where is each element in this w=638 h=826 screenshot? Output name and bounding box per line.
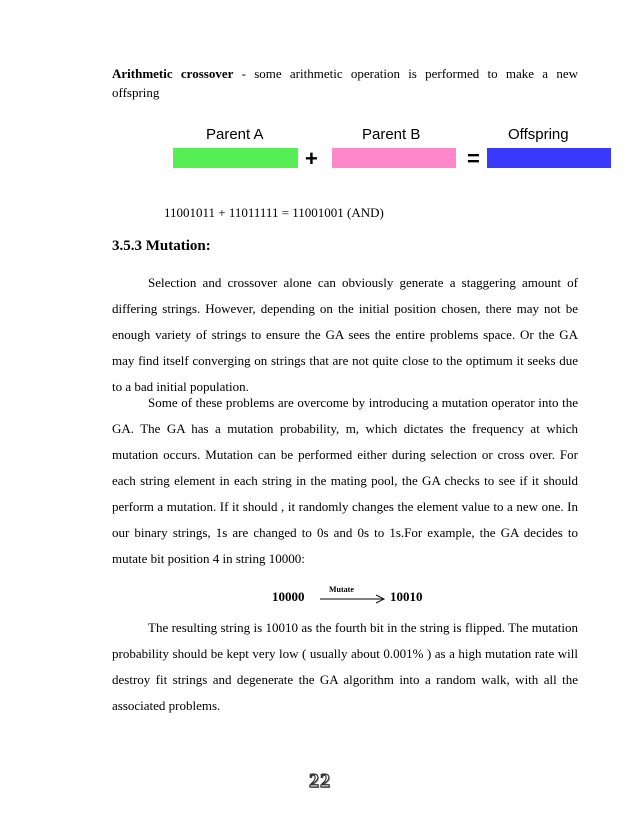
equals-sign: = bbox=[467, 146, 480, 171]
offspring-label: Offspring bbox=[508, 126, 569, 143]
mutation-to: 10010 bbox=[390, 589, 423, 604]
intro-text: - some arithmetic operation is performed to make a new bbox=[233, 66, 578, 81]
intro-line-2: offspring bbox=[112, 85, 160, 100]
paragraph-3-text: The resulting string is 10010 as the fourth bit in the string is flipped. The mutation probability should be kept very low ( usually about 0.001% ) as a high mutation rate will destroy fit strings and degenerate the GA algorithm into a random walk, with all the associated problems. bbox=[112, 620, 578, 713]
paragraph-1 bbox=[112, 270, 578, 400]
parent-b-box bbox=[332, 148, 456, 168]
parent-a-label: Parent A bbox=[206, 126, 264, 143]
parent-a-box bbox=[173, 148, 298, 168]
paragraph-2-text: Some of these problems are overcome by introducing a mutation operator into the GA. The GA has a mutation probability, m, which dictates the frequency at which mutation occurs. Mutation can be performed either during selection or cross over. For each string element in each string in the mating pool, the GA checks to see if it should perform a mutation. If it should , it randomly changes the element value to a new one. In our binary strings, 1s are changed to 0s and 0s to 1s.For example, the GA decides to mutate bit position 4 in string 10000: bbox=[112, 395, 578, 566]
mutation-label: Mutate bbox=[329, 585, 354, 594]
offspring-box bbox=[487, 148, 611, 168]
paragraph-1-text: Selection and crossover alone can obviously generate a staggering amount of differing strings. However, depending on the initial position chosen, there may not be enough variety of strings to ensure the GA sees the entire problems space. Or the GA may find itself converging on strings that are not quite close to the optimum it seeks due to a bad initial population. bbox=[112, 275, 578, 394]
mutation-from: 10000 bbox=[272, 589, 305, 604]
crossover-example: 11001011 + 11011111 = 11001001 (AND) bbox=[164, 205, 384, 220]
paragraph-2 bbox=[112, 390, 578, 572]
intro-line bbox=[112, 61, 578, 87]
paragraph-3 bbox=[112, 615, 578, 719]
mutation-arrow-icon bbox=[318, 593, 388, 605]
section-heading: 3.5.3 Mutation: bbox=[112, 238, 211, 254]
intro-term: Arithmetic crossover bbox=[112, 66, 234, 81]
parent-b-label: Parent B bbox=[362, 126, 421, 143]
page-number: 22 bbox=[309, 770, 331, 792]
plus-sign: + bbox=[305, 146, 318, 171]
